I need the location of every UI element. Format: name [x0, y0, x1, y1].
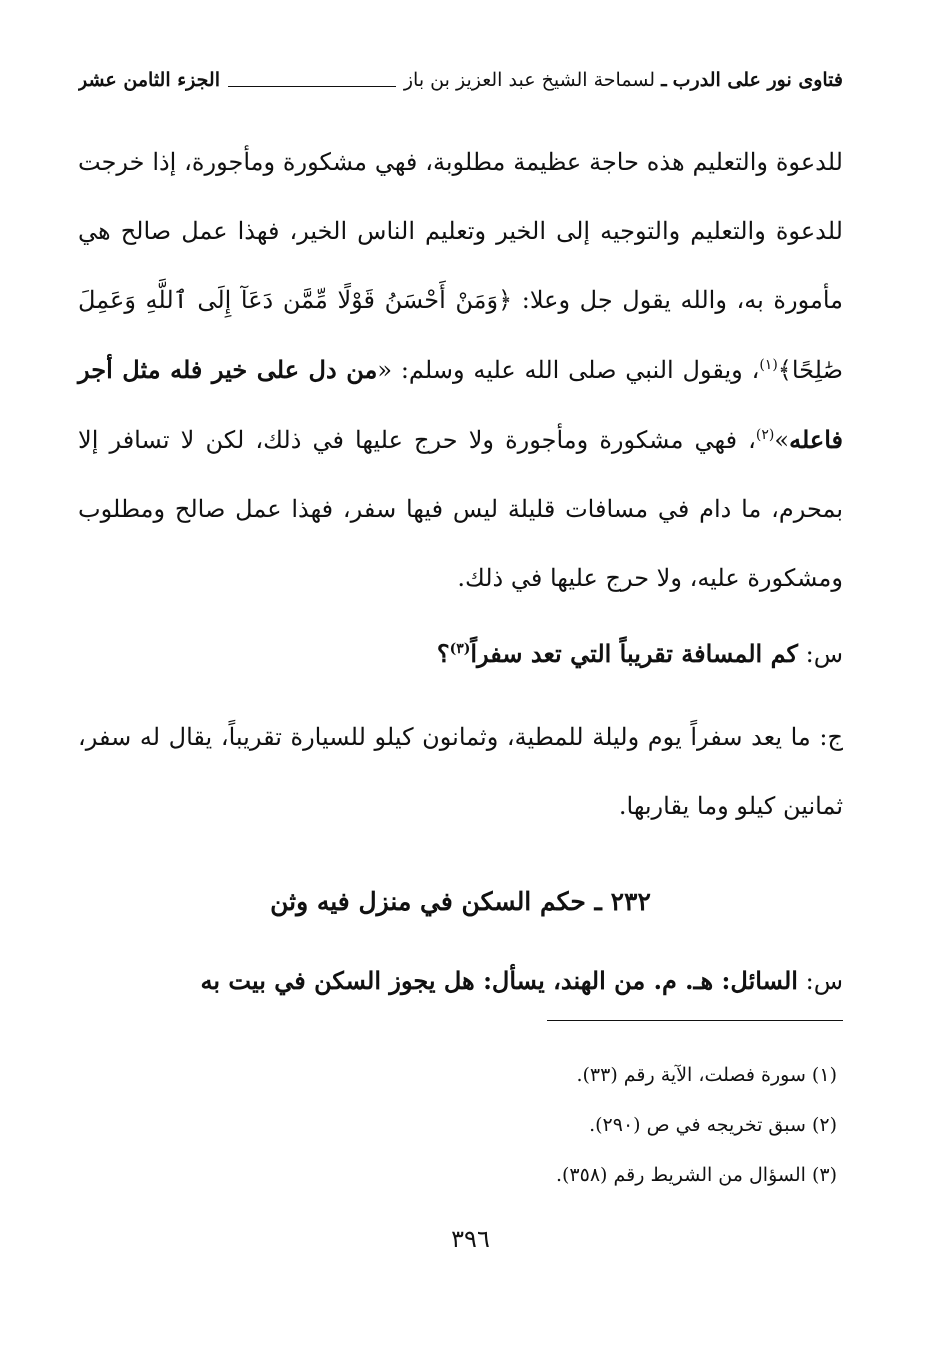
- footnote-divider: [547, 1020, 843, 1021]
- question-mark: ؟: [436, 639, 450, 668]
- next-question-paragraph: [78, 946, 843, 1016]
- volume-label: الجزء الثامن عشر: [78, 69, 220, 91]
- footnotes: [78, 1050, 837, 1200]
- footnote-ref-3: (٣): [449, 641, 471, 657]
- question-paragraph: [78, 619, 843, 689]
- footnote-ref-2: (٢): [755, 427, 775, 443]
- section-heading: ٢٣٢ ـ حكم السكن في منزل فيه وثن: [270, 887, 651, 916]
- page-number: ٣٩٦: [451, 1225, 490, 1253]
- footnote-item: (٣) السؤال من الشريط رقم (٣٥٨).: [555, 1164, 837, 1186]
- header-rule: [228, 86, 396, 87]
- paragraph-text: للدعوة والتعليم هذه حاجة عظيمة مطلوبة، فهي مشكورة ومأجورة، إذا خرجت للدعوة والتعليم والتوجيه إلى الخير وتعليم الناس الخير، فهذا عمل صالح هي مأمورة به، والله يقول جل وعلا:: [78, 148, 843, 314]
- question-label: س:: [797, 640, 843, 668]
- quran-verse: ﴿وَمَنْ أَحْسَنُ قَوْلًا مِّمَّن دَعَآ إِلَى ٱللَّهِ وَعَمِلَ صَٰلِحًا﴾: [78, 286, 843, 384]
- paragraph-text: ، فهي مشكورة ومأجورة ولا حرج عليها في ذلك، لكن لا تسافر إلا بمحرم، ما دام في مسافات قليلة ليس فيها سفر، فهذا عمل صالح ومطلوب ومشكورة عليه، ولا حرج عليها في ذلك.: [78, 426, 843, 592]
- question-text: السائل: هـ. م. من الهند، يسأل: هل يجوز السكن في بيت به: [200, 966, 798, 995]
- footnote-item: (٢) سبق تخريجه في ص (٢٩٠).: [589, 1114, 837, 1136]
- hadith-quote: من دل على خير فله مثل أجر فاعله: [78, 355, 843, 454]
- header-separator: ـ: [661, 69, 667, 91]
- answer-paragraph: [78, 703, 843, 841]
- main-text: [78, 128, 843, 1016]
- footnote-item: (١) سورة فصلت، الآية رقم (٣٣).: [576, 1064, 837, 1086]
- question-text: كم المسافة تقريباً التي تعد سفراً: [470, 639, 798, 668]
- answer-text: ما يعد سفراً يوم وليلة للمطية، وثمانون كيلو للسيارة تقريباً، يقال له سفر، ثمانين كيلو وما يقاربها.: [78, 723, 843, 820]
- quote-close: »: [774, 426, 790, 454]
- footnote-ref-1: (١): [759, 357, 778, 373]
- running-header: [78, 60, 843, 100]
- book-title: فتاوى نور على الدرب: [672, 69, 843, 91]
- question-label: س:: [797, 967, 843, 995]
- paragraph-text: ، ويقول النبي صلى الله عليه وسلم: «: [377, 356, 760, 384]
- header-author: لسماحة الشيخ عبد العزيز بن باز: [403, 69, 656, 91]
- paragraph-answer-continued: [78, 128, 843, 613]
- answer-label: ج:: [810, 723, 843, 751]
